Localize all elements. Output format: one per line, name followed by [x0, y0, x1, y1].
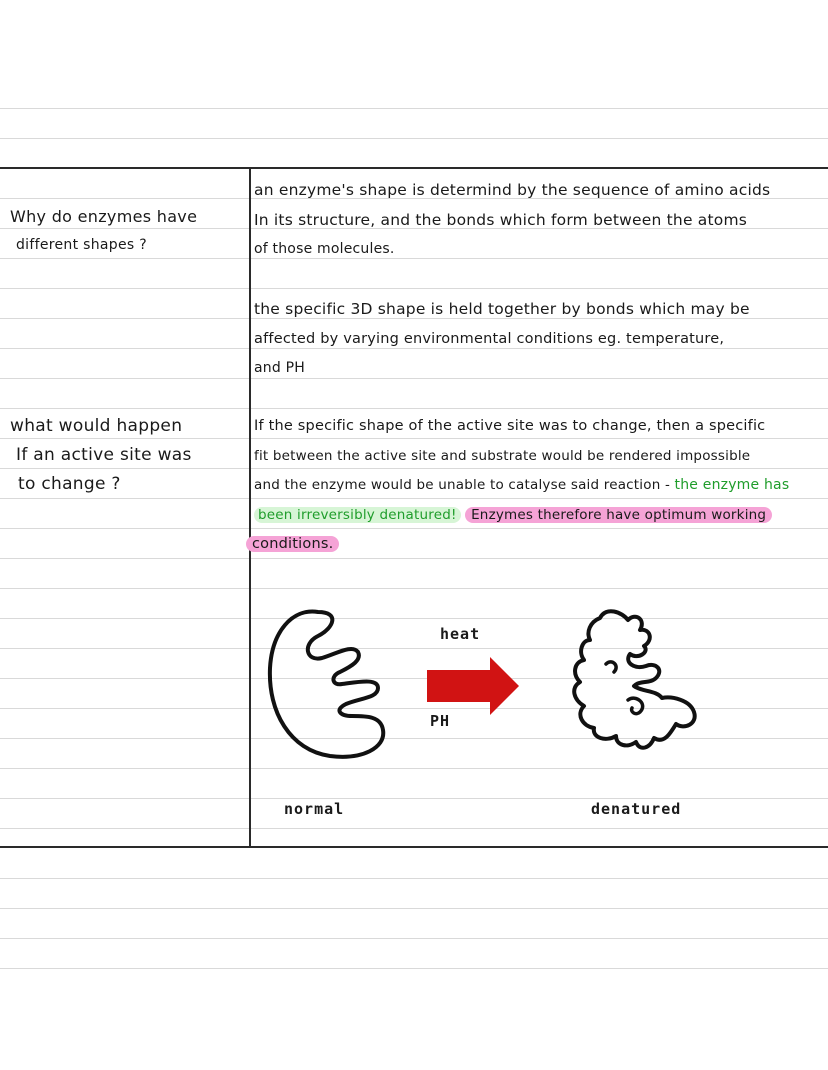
answer-2-line3-green: the enzyme has [674, 477, 790, 493]
question-1: Why do enzymes have different shapes ? [10, 207, 198, 253]
conditions-highlight: conditions. [246, 536, 339, 552]
answer-2: If the specific shape of the active site was to change, then a specific fit between the active site and substrate would be rendered impossible and the enzyme would be unable to catalyse said reaction - the enzyme has been irreversibly denatured! Enzymes therefore have optimum working conditions. [254, 412, 789, 560]
answer-1-paragraph-1: an enzyme's shape is determind by the sequence of amino acids In its structure, and the bonds which form between the atoms of those molecules. [254, 181, 771, 257]
normal-caption: normal [284, 800, 345, 818]
answer-2-line3-black: and the enzyme would be unable to catalyse said reaction - [254, 477, 675, 493]
denatured-highlight: been irreversibly denatured! [254, 507, 461, 523]
denatured-enzyme-shape [574, 611, 694, 748]
arrow-top-label: heat [440, 625, 481, 643]
denatured-caption: denatured [591, 800, 682, 818]
red-arrow [427, 657, 519, 715]
answer-1-paragraph-2: the specific 3D shape is held together by bonds which may be affected by varying environmental conditions eg. temperature, and PH [254, 300, 750, 376]
normal-enzyme-shape [270, 612, 383, 757]
arrow-bottom-label: PH [430, 712, 451, 730]
optimum-conditions-highlight: Enzymes therefore have optimum working [465, 507, 772, 523]
question-2: what would happen If an active site was to change ? [10, 416, 192, 494]
